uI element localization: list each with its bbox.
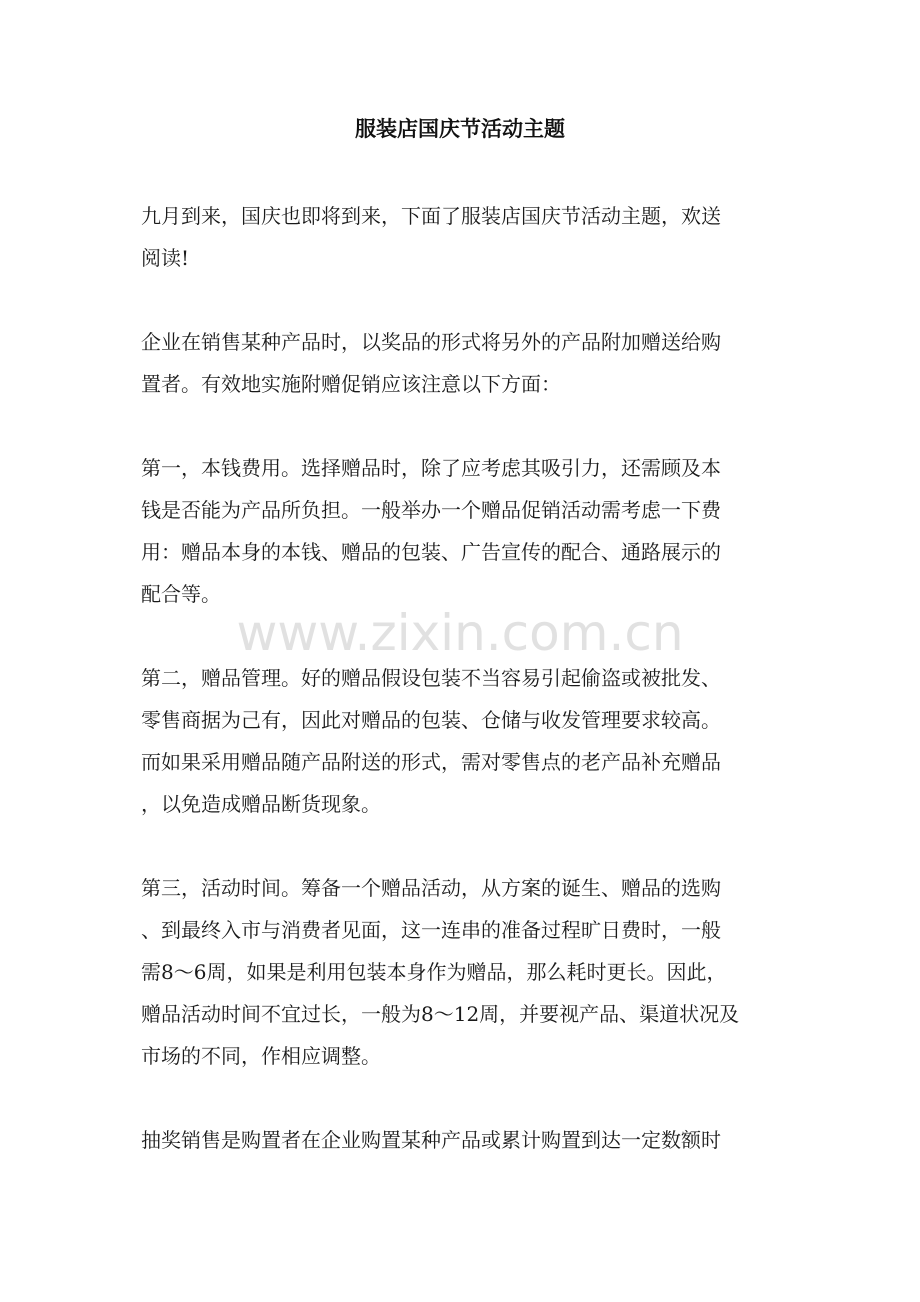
paragraph-line: 九月到来，国庆也即将到来，下面了服装店国庆节活动主题，欢送 [141,204,721,228]
paragraph-line: 第一，本钱费用。选择赠品时，除了应考虑其吸引力，还需顾及本 [141,456,721,480]
document-title: 服装店国庆节活动主题 [355,116,565,141]
watermark: www.zixin.com.cn [236,604,684,662]
paragraph-line: 零售商据为己有，因此对赠品的包装、仓储与收发管理要求较高。 [141,708,721,732]
paragraph-line: 赠品活动时间不宜过长，一般为8～12周，并要视产品、渠道状况及 [141,1002,740,1026]
paragraph-line: ，以免造成赠品断货现象。 [141,792,381,816]
paragraph-line: 、到最终入市与消费者见面，这一连串的准备过程旷日费时，一般 [141,918,721,942]
paragraph-line: 阅读! [141,246,190,270]
paragraph-line: 配合等。 [141,582,221,606]
paragraph-line: 需8～6周，如果是利用包装本身作为赠品，那么耗时更长。因此， [141,960,727,984]
paragraph-line: 用：赠品本身的本钱、赠品的包装、广告宣传的配合、通路展示的 [141,540,721,564]
paragraph-line: 钱是否能为产品所负担。一般举办一个赠品促销活动需考虑一下费 [141,498,721,522]
paragraph-line: 第三，活动时间。筹备一个赠品活动，从方案的诞生、赠品的选购 [141,876,721,900]
paragraph-line: 抽奖销售是购置者在企业购置某种产品或累计购置到达一定数额时 [141,1128,721,1152]
paragraph-line: 企业在销售某种产品时，以奖品的形式将另外的产品附加赠送给购 [141,330,721,354]
paragraph-line: 而如果采用赠品随产品附送的形式，需对零售点的老产品补充赠品 [141,750,721,774]
paragraph-line: 市场的不同，作相应调整。 [141,1044,381,1068]
paragraph-line: 置者。有效地实施附赠促销应该注意以下方面： [141,372,561,396]
paragraph-line: 第二，赠品管理。好的赠品假设包装不当容易引起偷盗或被批发、 [141,666,721,690]
